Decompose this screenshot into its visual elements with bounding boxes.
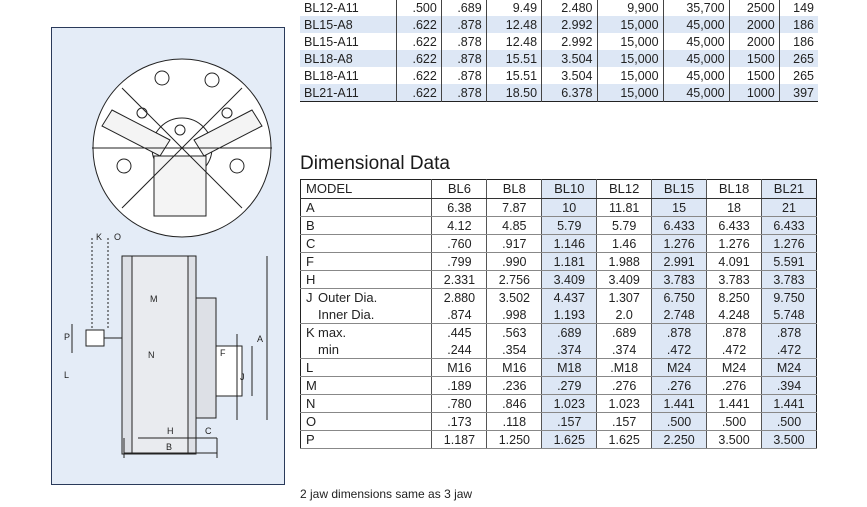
table-cell: 15,000 [597,67,663,84]
row-label: B [301,217,432,235]
table-cell: 1.146 [542,235,597,253]
table-cell: 18.50 [486,84,541,102]
table-cell: .276 [707,377,762,395]
row-label-letter: J [306,289,313,305]
table-cell: 1.307 [597,289,652,307]
table-cell: 7.87 [487,199,542,217]
table-cell: .472 [761,341,816,359]
table-cell: BL15-A11 [304,34,359,49]
table-cell: 186 [779,33,818,50]
table-cell: 6.433 [707,217,762,235]
table-cell: 2000 [729,16,779,33]
label-m: M [150,294,158,304]
table-row [301,359,817,377]
table-row [301,235,817,253]
row-label: P [301,431,432,449]
table-cell: 265 [779,50,818,67]
table-cell: 15,000 [597,33,663,50]
table-cell: .689 [441,0,486,16]
row-sublabel: Outer Dia. [318,289,378,305]
row-label: L [301,359,432,377]
row-label: F [301,253,432,271]
table-cell: .689 [542,324,597,342]
table-cell: .760 [432,235,487,253]
table-cell: 2.331 [432,271,487,289]
table-cell: 2.480 [542,0,597,16]
table-cell: BL21-A11 [300,84,397,102]
table-cell: .878 [761,324,816,342]
table-cell: 15,000 [597,50,663,67]
table-cell: 45,000 [663,33,729,50]
table-cell: 4.248 [707,306,762,324]
table-cell: BL12-A11 [304,0,359,15]
column-header: MODEL [301,180,432,199]
label-f: F [220,348,226,358]
table-cell: 3.783 [761,271,816,289]
table-cell: .189 [432,377,487,395]
table-cell: .500 [397,0,442,16]
dimensional-data-heading: Dimensional Data [300,153,450,174]
table-cell: .500 [652,413,707,431]
table-cell: 45,000 [663,84,729,102]
column-header: BL15 [652,180,707,199]
table-cell: 2.0 [597,306,652,324]
table-row [301,289,817,307]
table-cell: .472 [707,341,762,359]
row-sublabel: min [318,341,339,357]
table-cell: 3.504 [542,67,597,84]
table-cell: .846 [487,395,542,413]
table-cell: 15,000 [597,16,663,33]
table-cell: 3.409 [542,271,597,289]
table-cell: .878 [441,16,486,33]
label-p: P [64,332,71,342]
table-cell: .780 [432,395,487,413]
table-cell: 2.250 [652,431,707,449]
table-row [301,413,817,431]
table-cell: 3.504 [542,50,597,67]
table-cell: 265 [779,67,818,84]
table-row [301,199,817,217]
table-cell: .878 [441,84,486,102]
row-label: N [301,395,432,413]
label-h: H [167,426,174,436]
table-cell: 1.250 [487,431,542,449]
table-row [300,50,818,67]
column-header: BL12 [597,180,652,199]
label-a: A [257,334,264,344]
table-cell: 35,700 [663,0,729,16]
row-label [301,306,432,324]
table-cell: .500 [761,413,816,431]
table-cell: 45,000 [663,16,729,33]
column-header: BL6 [432,180,487,199]
table-row [301,377,817,395]
table-cell: M24 [761,359,816,377]
table-cell: .M18 [597,359,652,377]
label-c: C [205,426,212,436]
table-cell: .622 [397,33,442,50]
table-cell: 8.250 [707,289,762,307]
table-cell: .622 [397,50,442,67]
table-cell: .917 [487,235,542,253]
table-cell: BL18-A8 [300,50,397,67]
table-cell: 5.79 [542,217,597,235]
table-cell: 1.46 [597,235,652,253]
table-cell: .878 [441,50,486,67]
table-cell: .244 [432,341,487,359]
table-row [301,253,817,271]
table-cell: .689 [597,324,652,342]
table-cell: 5.591 [761,253,816,271]
table-cell: 1.441 [652,395,707,413]
table-cell: BL15-A8 [300,16,397,33]
table-cell: 2.991 [652,253,707,271]
table-cell: 1.625 [542,431,597,449]
table-cell: .354 [487,341,542,359]
table-cell: 45,000 [663,67,729,84]
table-cell: .118 [487,413,542,431]
table-cell: M16 [487,359,542,377]
column-header: BL10 [542,180,597,199]
table-cell: 6.433 [652,217,707,235]
table-cell: .157 [597,413,652,431]
table-cell: 1000 [729,84,779,102]
table-cell: 4.437 [542,289,597,307]
row-label [301,324,432,342]
table-cell: 1.023 [597,395,652,413]
table-cell: M16 [432,359,487,377]
label-o: O [114,232,122,242]
table-row [300,67,818,84]
table-cell: .374 [542,341,597,359]
table-cell: 186 [779,16,818,33]
table-cell: 4.85 [487,217,542,235]
row-sublabel: max. [318,324,347,340]
table-cell: .799 [432,253,487,271]
table-cell: .622 [397,16,442,33]
table-cell: 1.187 [432,431,487,449]
table-cell: .236 [487,377,542,395]
table-cell: 3.409 [597,271,652,289]
table-cell: .878 [441,67,486,84]
table-cell: .998 [487,306,542,324]
table-cell: .157 [542,413,597,431]
row-label-letter: K [306,324,315,340]
table-cell: .500 [707,413,762,431]
table-cell: 15 [652,199,707,217]
table-row [301,217,817,235]
table-cell: 5.79 [597,217,652,235]
table-cell: 4.12 [432,217,487,235]
table-cell: 6.750 [652,289,707,307]
table-row [301,395,817,413]
table-cell: 3.783 [707,271,762,289]
table-cell: 4.091 [707,253,762,271]
table-cell: 1.181 [542,253,597,271]
table-row [301,324,817,342]
table-cell: 15,000 [597,84,663,102]
row-label [301,289,432,307]
table-cell: 397 [779,84,818,102]
table-cell: 45,000 [663,50,729,67]
table-row [301,341,817,359]
table-cell: 1.441 [707,395,762,413]
table-cell: 1500 [729,50,779,67]
table-cell: .279 [542,377,597,395]
table-cell: 1.193 [542,306,597,324]
front-view [92,59,272,237]
column-header: BL21 [761,180,816,199]
table-cell: 2.748 [652,306,707,324]
table-cell: 2.756 [487,271,542,289]
table-cell: .878 [707,324,762,342]
table-row [300,33,818,50]
dimensional-data-table [300,179,817,449]
table-cell: 1500 [729,67,779,84]
table-cell: .445 [432,324,487,342]
table-cell: .622 [397,84,442,102]
table-cell: 3.502 [487,289,542,307]
table-row [301,271,817,289]
table-cell: 2.992 [542,16,597,33]
table-cell: 1.441 [761,395,816,413]
row-sublabel: Inner Dia. [318,306,375,322]
chuck-drawing-svg [52,28,286,486]
table-row [300,16,818,33]
table-cell: BL18-A11 [304,68,359,83]
row-label: C [301,235,432,253]
label-b: B [166,442,173,452]
label-k: K [96,232,103,242]
row-label: M [301,377,432,395]
table-cell: 5.748 [761,306,816,324]
table-cell: 12.48 [486,33,541,50]
table-row [300,0,818,16]
column-header: BL8 [487,180,542,199]
table-cell: .173 [432,413,487,431]
table-cell: .472 [652,341,707,359]
table-cell: .878 [652,324,707,342]
table-cell: .374 [597,341,652,359]
table-cell: 15.51 [486,50,541,67]
table-cell: 1.023 [542,395,597,413]
table-cell: 9.750 [761,289,816,307]
table-cell: 9.49 [486,0,541,16]
column-header: BL18 [707,180,762,199]
table-cell: M24 [707,359,762,377]
table-cell: 1.276 [707,235,762,253]
row-label: A [301,199,432,217]
table-cell: .563 [487,324,542,342]
table-cell: .878 [441,33,486,50]
table-cell: 10 [542,199,597,217]
table-row [301,431,817,449]
table-cell: .990 [487,253,542,271]
table-cell: 2000 [729,33,779,50]
table-cell: 18 [707,199,762,217]
table-cell: 21 [761,199,816,217]
table-cell: 2500 [729,0,779,16]
chuck-drawing [51,27,285,485]
model-spec-table [300,0,818,102]
table-cell: 1.276 [761,235,816,253]
table-cell: 6.38 [432,199,487,217]
label-n: N [148,350,155,360]
table-cell: .276 [597,377,652,395]
row-label: O [301,413,432,431]
table-cell: 1.276 [652,235,707,253]
table-cell: 12.48 [486,16,541,33]
table-cell: 3.500 [707,431,762,449]
side-view [72,238,267,458]
table-cell: 3.500 [761,431,816,449]
table-cell: 6.433 [761,217,816,235]
table-row [300,84,818,102]
footnote: 2 jaw dimensions same as 3 jaw [300,487,473,501]
label-j: J [240,372,245,382]
table-cell: 6.378 [542,84,597,102]
table-cell: M24 [652,359,707,377]
label-l: L [64,370,70,380]
table-cell: 2.880 [432,289,487,307]
table-cell: 149 [779,0,818,16]
row-label [301,341,432,359]
table-cell: .874 [432,306,487,324]
table-cell: 2.992 [542,33,597,50]
table-row [301,306,817,324]
table-cell: 9,900 [597,0,663,16]
table-cell: M18 [542,359,597,377]
row-label: H [301,271,432,289]
table-cell: .276 [652,377,707,395]
table-cell: 1.625 [597,431,652,449]
table-cell: 15.51 [486,67,541,84]
table-cell: 3.783 [652,271,707,289]
table-cell: .622 [397,67,442,84]
table-cell: .394 [761,377,816,395]
table-cell: 1.988 [597,253,652,271]
table-cell: 11.81 [597,199,652,217]
